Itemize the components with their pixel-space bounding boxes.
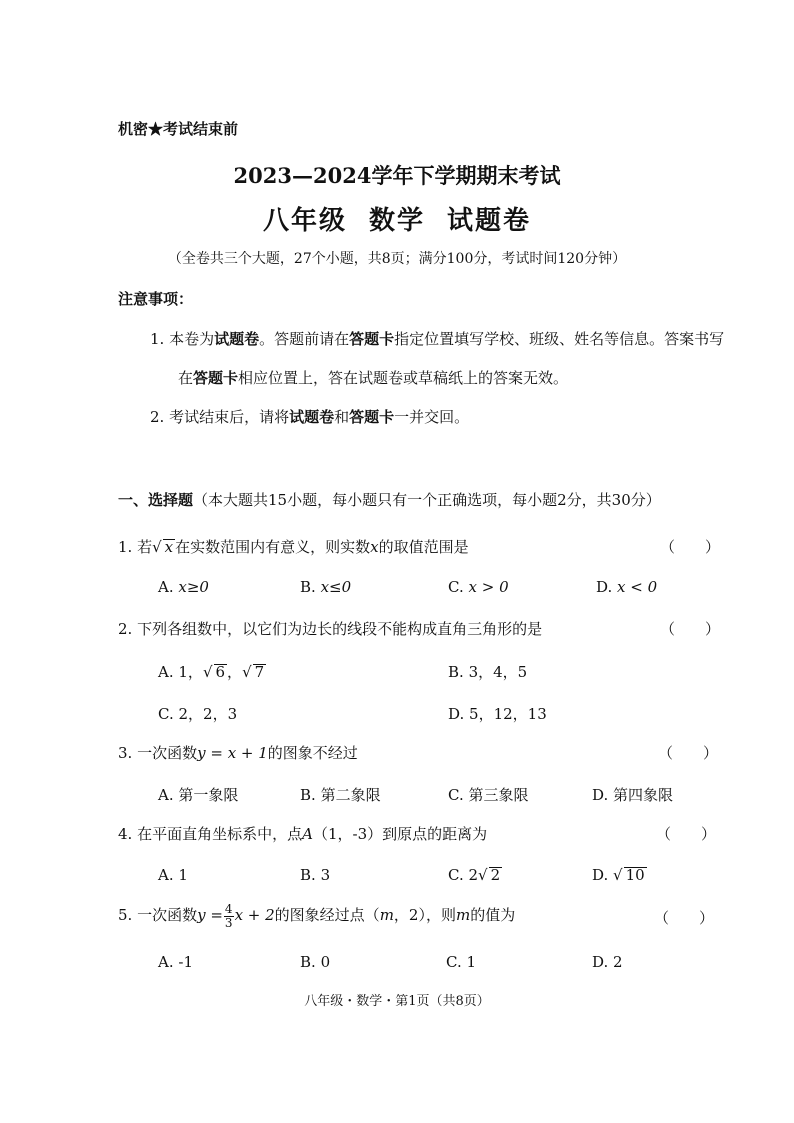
exam-info: （全卷共三个大题，27个小题，共8页；满分100分，考试时间120分钟）	[167, 251, 627, 267]
option-label: D.	[592, 866, 609, 884]
notice-item-2	[150, 406, 469, 427]
option-text: -1	[178, 953, 194, 971]
question-text: 在实数范围内有意义，则实数	[175, 538, 371, 556]
variable: m	[379, 906, 394, 925]
option-text: 第二象限	[320, 786, 381, 804]
option-a	[158, 784, 238, 805]
option-text: 1	[466, 953, 477, 971]
option-label: C.	[448, 866, 464, 884]
page-footer: 八年级・数学・第1页（共8页）	[304, 994, 490, 1009]
answer-bracket: （ ）	[660, 620, 721, 638]
option-label: C.	[448, 786, 464, 804]
sqrt-radicand: 6	[215, 663, 226, 681]
notice-text: 。答题前请在	[259, 330, 350, 348]
sqrt-radicand: 10	[625, 866, 645, 884]
option-text: 1	[178, 866, 188, 884]
option-label: D.	[596, 578, 613, 596]
option-b	[300, 866, 330, 884]
notice-item-number: 2.	[150, 408, 165, 426]
question-4	[118, 823, 487, 844]
option-label: C.	[158, 705, 174, 723]
option-b	[300, 578, 351, 596]
option-text: 2	[468, 866, 479, 884]
option-c: C. 2√ 2	[448, 866, 501, 884]
notice-text: 相应位置上，答在试题卷或草稿纸上的答案无效。	[238, 369, 569, 387]
question-number: 5.	[118, 906, 133, 925]
question-3	[118, 742, 358, 763]
point-label: A	[302, 825, 313, 843]
option-a	[158, 866, 188, 884]
paper-title	[0, 200, 794, 237]
answer-bracket: （ ）	[660, 538, 721, 556]
question-text: 的图象不经过	[267, 744, 358, 762]
answer-bracket: （ ）	[658, 744, 719, 762]
section-title	[118, 489, 661, 510]
question-2	[118, 618, 542, 639]
variable: m	[455, 906, 471, 925]
option-text: 2	[613, 953, 623, 971]
option-label: B.	[300, 786, 316, 804]
question-text: 的取值范围是	[378, 538, 469, 556]
option-d	[592, 784, 673, 805]
option-text: 2，2，3	[178, 705, 238, 723]
option-a	[158, 953, 193, 971]
question-1: 1. 若√ x 在实数范围内有意义，则实数x的取值范围是	[118, 538, 469, 556]
option-text: x≥0	[178, 578, 209, 596]
option-text: 第一象限	[178, 786, 239, 804]
option-a	[158, 578, 209, 596]
notice-title: 注意事项：	[118, 290, 194, 308]
notice-bold: 答题卡	[349, 408, 395, 426]
question-text: 到原点的距离为	[382, 825, 488, 843]
fraction	[224, 903, 234, 929]
notice-item-1-continued	[178, 367, 568, 388]
notice-text: 一并交回。	[394, 408, 470, 426]
notice-text: 考试结束后，请将	[169, 408, 290, 426]
confidential-label: 机密★考试结束前	[118, 120, 239, 138]
option-d	[448, 703, 547, 724]
notice-bold: 试题卷	[214, 330, 260, 348]
subject-label: 数学	[368, 206, 425, 236]
question-text: 下列各组数中，以它们为边长的线段不能构成直角三角形的是	[137, 620, 543, 638]
option-b	[300, 953, 330, 971]
option-text: 第三象限	[468, 786, 529, 804]
notice-text: 本卷为	[169, 330, 215, 348]
option-c	[158, 703, 237, 724]
sqrt-radicand: x	[164, 538, 174, 556]
option-label: D.	[448, 705, 465, 723]
variable: x	[370, 538, 379, 556]
option-text: x < 0	[617, 578, 658, 596]
option-c	[446, 953, 476, 971]
paper-type-label: 试题卷	[447, 206, 532, 236]
question-text: 若	[137, 538, 153, 556]
option-c	[448, 578, 509, 596]
answer-bracket: （ ）	[656, 825, 717, 843]
option-label: A.	[158, 953, 174, 971]
notice-item-number: 1.	[150, 330, 165, 348]
notice-text: 和	[334, 408, 350, 426]
option-text: 3	[320, 866, 331, 884]
sqrt-radicand: 2	[490, 866, 501, 884]
option-a: A. 1，√ 6 ，√ 7	[158, 663, 265, 681]
notice-text: 在	[178, 369, 194, 387]
option-label: D.	[592, 786, 609, 804]
fraction-numerator: 4	[224, 902, 233, 916]
function-expression: y = x + 1	[197, 744, 268, 762]
section-description: （本大题共15小题，每小题只有一个正确选项，每小题2分，共30分）	[193, 491, 661, 509]
option-label: B.	[300, 866, 316, 884]
option-label: A.	[158, 663, 174, 681]
section-heading: 一、选择题	[118, 491, 194, 509]
option-label: B.	[300, 953, 316, 971]
option-label: C.	[448, 578, 464, 596]
exam-title: 2023—2024学年下学期期末考试	[233, 163, 561, 188]
function-lhs: y =	[197, 906, 223, 925]
option-text: 0	[320, 953, 331, 971]
notice-text: 指定位置填写学校、班级、姓名等信息。答案书写	[394, 330, 725, 348]
option-label: A.	[158, 786, 174, 804]
option-d	[592, 953, 623, 971]
option-c	[448, 784, 529, 805]
grade-label: 八年级	[262, 206, 347, 236]
option-text: 第四象限	[613, 786, 674, 804]
notice-bold: 答题卡	[193, 369, 239, 387]
fraction-denominator: 3	[224, 915, 233, 930]
option-text: x≤0	[320, 578, 352, 596]
answer-bracket: （ ）	[654, 909, 715, 927]
question-5	[118, 903, 515, 929]
question-text: 一次函数	[137, 906, 198, 925]
question-text: 一次函数	[137, 744, 198, 762]
option-d	[596, 578, 657, 596]
option-label: B.	[300, 578, 316, 596]
option-d: D. √ 10	[592, 866, 645, 884]
option-b	[300, 784, 381, 805]
option-label: A.	[158, 578, 174, 596]
option-label: C.	[446, 953, 462, 971]
option-label: B.	[448, 663, 464, 681]
question-text: 在平面直角坐标系中，点	[137, 825, 303, 843]
question-number: 1.	[118, 538, 133, 556]
sqrt-radicand: 7	[254, 663, 265, 681]
notice-item-1	[150, 328, 724, 349]
option-label: D.	[592, 953, 609, 971]
question-number: 4.	[118, 825, 133, 843]
point-coordinates: （1，-3）	[312, 825, 383, 843]
question-text: 的值为	[470, 906, 516, 925]
option-b	[448, 661, 527, 682]
option-text: 5，12，13	[469, 705, 547, 723]
question-text: ，2），则	[393, 906, 456, 925]
option-label: A.	[158, 866, 174, 884]
question-number: 2.	[118, 620, 133, 638]
notice-bold: 试题卷	[289, 408, 335, 426]
question-number: 3.	[118, 744, 133, 762]
function-rhs: x + 2	[234, 906, 275, 925]
notice-bold: 答题卡	[349, 330, 395, 348]
option-text: ，	[227, 663, 243, 681]
question-text: 的图象经过点（	[274, 906, 380, 925]
option-text: 3，4，5	[468, 663, 528, 681]
option-text: 1，	[178, 663, 203, 681]
option-text: x > 0	[468, 578, 509, 596]
